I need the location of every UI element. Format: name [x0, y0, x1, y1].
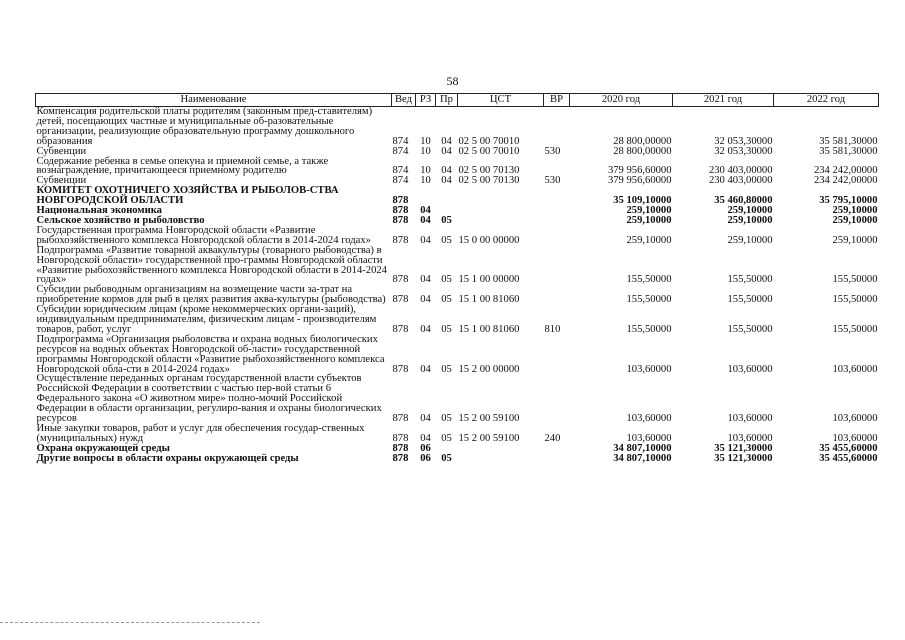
cell-2021: 35 121,30000	[714, 452, 773, 464]
cell-2020: 103,60000	[626, 363, 672, 375]
cell-pr: 05	[441, 323, 452, 335]
table-row	[36, 335, 879, 375]
cell-2021: 259,10000	[727, 234, 773, 246]
cell-cst: 02 5 00 70130	[458, 165, 520, 177]
cell-2022: 259,10000	[832, 205, 878, 217]
cell-pr: 05	[441, 274, 452, 286]
cell-2022: 155,50000	[832, 274, 878, 286]
cell-name: Компенсация родительской платы родителям (законным пред-ставителям) детей, посещающих частные и муниципальные об-разовательные организации, реализующие образовательную программу дошкольного образования	[36, 106, 373, 147]
budget-table	[35, 93, 879, 464]
cell-2022: 35 581,30000	[819, 145, 878, 157]
cell-name: Охрана окружающей среды	[36, 442, 170, 454]
cell-2022: 35 455,60000	[819, 452, 878, 464]
cell-pr: 04	[441, 175, 452, 187]
table-row	[36, 285, 879, 305]
cell-pr: 05	[441, 413, 452, 425]
table-row	[36, 107, 879, 147]
cell-2020: 155,50000	[626, 274, 672, 286]
cell-name: Содержание ребенка в семье опекуна и приемной семье, а также вознаграждение, причитающееся приемному родителю	[36, 155, 329, 177]
cell-vr: 810	[544, 323, 561, 335]
cell-pr: 05	[441, 214, 452, 226]
table-row	[36, 424, 879, 444]
table-row	[36, 246, 879, 286]
cell-rz: 04	[420, 432, 431, 444]
cell-2020: 35 109,10000	[613, 195, 672, 207]
cell-2021: 35 121,30000	[714, 442, 773, 454]
cell-name: Национальная экономика	[36, 205, 162, 217]
table-row	[36, 374, 879, 424]
cell-name: Субвенции	[36, 175, 87, 187]
cell-2020: 155,50000	[626, 323, 672, 335]
table-row	[36, 186, 879, 206]
cell-vr: 240	[544, 432, 561, 444]
cell-ved: 878	[392, 363, 409, 375]
cell-name: Субсидии рыбоводным организациям на возмещение части за-трат на приобретение кормов для рыб в целях развития аква-культуры (рыбоводства)	[36, 284, 386, 306]
cell-pr: 04	[441, 135, 452, 147]
cell-ved: 878	[392, 195, 409, 207]
cell-vr	[544, 444, 570, 454]
cell-2022: 155,50000	[832, 294, 878, 306]
cell-2021: 155,50000	[727, 274, 773, 286]
cell-ved: 874	[392, 165, 409, 177]
cell-pr: 05	[441, 363, 452, 375]
header-2020: 2020 год	[570, 94, 673, 107]
cell-ved: 878	[392, 413, 409, 425]
cell-2022: 234 242,00000	[813, 175, 878, 187]
header-2021: 2021 год	[673, 94, 774, 107]
cell-ved: 878	[392, 323, 409, 335]
cell-rz: 04	[420, 214, 431, 226]
cell-rz: 04	[420, 294, 431, 306]
header-2022: 2022 год	[774, 94, 879, 107]
cell-2021: 230 403,00000	[708, 175, 773, 187]
cell-name: Сельское хозяйство и рыболовство	[36, 214, 205, 226]
page-number: 58	[446, 74, 459, 88]
cell-2021: 155,50000	[727, 294, 773, 306]
header-pr: Пр	[436, 94, 458, 107]
cell-2021: 32 053,30000	[714, 145, 773, 157]
cell-cst	[458, 186, 544, 206]
header-cst: ЦСТ	[458, 94, 544, 107]
cell-2022: 155,50000	[832, 323, 878, 335]
footer-divider	[0, 622, 260, 623]
cell-name: Подпрограмма «Организация рыболовства и охрана водных биологических ресурсов на водных объектах Новгородской об-ласти» государственной программы Новгородской области «Развитие рыбохозяйственного комплекса Новгородской обла-сти в 2014-2024 годах»	[36, 333, 385, 375]
cell-2020: 379 956,60000	[607, 165, 672, 177]
cell-2020: 259,10000	[626, 205, 672, 217]
cell-cst	[458, 444, 544, 454]
cell-ved: 878	[392, 294, 409, 306]
table-row	[36, 305, 879, 335]
cell-vr	[544, 216, 570, 226]
cell-ved: 874	[392, 175, 409, 187]
cell-2021: 230 403,00000	[708, 165, 773, 177]
cell-2022: 35 581,30000	[819, 135, 878, 147]
cell-rz: 10	[420, 145, 431, 157]
cell-ved: 878	[392, 452, 409, 464]
cell-rz: 04	[420, 413, 431, 425]
cell-cst: 15 0 00 00000	[458, 234, 520, 246]
cell-vr	[544, 246, 570, 286]
header-vr: ВР	[544, 94, 570, 107]
cell-pr: 05	[441, 452, 452, 464]
cell-cst: 15 2 00 59100	[458, 413, 520, 425]
cell-cst: 02 5 00 70130	[458, 175, 520, 187]
cell-rz: 04	[420, 274, 431, 286]
cell-2021: 103,60000	[727, 363, 773, 375]
cell-2022: 259,10000	[832, 214, 878, 226]
cell-name: Осуществление переданных органам государственной власти субъектов Российской Федерации в соответствии с частью пер-вой статьи 6 Федерального закона «О животном мире» полно-мочий Российской Федерации в области организации, регулиро-вания и охраны биологических ресурсов	[36, 373, 382, 425]
cell-cst	[458, 216, 544, 226]
cell-name: Подпрограмма «Развитие товарной аквакультуры (товарного рыбоводства) в Новгородской области» государственной про-граммы Новгородской области «Развитие рыбохозяйственного комплекса Новгородской области в 2014-2024 годах»	[36, 244, 387, 286]
cell-cst	[458, 454, 544, 464]
header-ved: Вед	[392, 94, 416, 107]
cell-2020: 103,60000	[626, 413, 672, 425]
cell-rz: 06	[420, 442, 431, 454]
table-row	[36, 157, 879, 177]
cell-vr: 530	[544, 175, 561, 187]
table-row	[36, 454, 879, 464]
cell-rz: 10	[420, 165, 431, 177]
cell-vr	[544, 157, 570, 177]
cell-name: КОМИТЕТ ОХОТНИЧЕГО ХОЗЯЙСТВА И РЫБОЛОВ-СТВА НОВГОРОДСКОЙ ОБЛАСТИ	[36, 185, 339, 207]
cell-vr	[544, 226, 570, 246]
cell-2021: 259,10000	[727, 214, 773, 226]
cell-2020: 28 800,00000	[613, 135, 672, 147]
cell-2022: 35 795,10000	[819, 195, 878, 207]
cell-ved: 878	[392, 274, 409, 286]
cell-vr	[544, 335, 570, 375]
cell-2021: 32 053,30000	[714, 135, 773, 147]
cell-cst: 02 5 00 70010	[458, 145, 520, 157]
table-header-row	[36, 94, 879, 107]
cell-2022: 103,60000	[832, 413, 878, 425]
cell-name: Субсидии юридическим лицам (кроме некоммерческих органи-заций), индивидуальным предпринимателям, физическим лицам - производителям товаров, работ, услуг	[36, 304, 377, 335]
cell-vr	[544, 206, 570, 216]
cell-2020: 103,60000	[626, 432, 672, 444]
cell-2020: 379 956,60000	[607, 175, 672, 187]
cell-vr	[544, 285, 570, 305]
cell-rz: 04	[420, 323, 431, 335]
cell-name: Субвенции	[36, 145, 87, 157]
cell-cst	[458, 206, 544, 216]
cell-ved: 878	[392, 442, 409, 454]
cell-rz: 06	[420, 452, 431, 464]
cell-rz: 04	[420, 363, 431, 375]
table-body	[36, 107, 879, 464]
cell-rz	[416, 186, 436, 206]
cell-name: Другие вопросы в области охраны окружающей среды	[36, 452, 299, 464]
cell-pr: 05	[441, 294, 452, 306]
cell-cst: 15 1 00 81060	[458, 323, 520, 335]
cell-2020: 34 807,10000	[613, 442, 672, 454]
cell-cst: 15 2 00 59100	[458, 432, 520, 444]
cell-2020: 28 800,00000	[613, 145, 672, 157]
cell-2020: 155,50000	[626, 294, 672, 306]
table-row	[36, 226, 879, 246]
cell-2020: 259,10000	[626, 234, 672, 246]
header-name: Наименование	[36, 94, 392, 107]
cell-cst: 15 2 00 00000	[458, 363, 520, 375]
cell-2020: 259,10000	[626, 214, 672, 226]
cell-pr: 05	[441, 432, 452, 444]
cell-2022: 259,10000	[832, 234, 878, 246]
cell-vr: 530	[544, 145, 561, 157]
cell-rz: 10	[420, 175, 431, 187]
cell-2022: 103,60000	[832, 432, 878, 444]
cell-vr	[544, 107, 570, 147]
cell-ved: 878	[392, 234, 409, 246]
header-rz: РЗ	[416, 94, 436, 107]
cell-ved: 874	[392, 145, 409, 157]
cell-2021: 155,50000	[727, 323, 773, 335]
cell-2022: 103,60000	[832, 363, 878, 375]
cell-cst: 02 5 00 70010	[458, 135, 520, 147]
cell-rz: 10	[420, 135, 431, 147]
cell-cst: 15 1 00 81060	[458, 294, 520, 306]
cell-rz: 04	[420, 205, 431, 217]
cell-2022: 35 455,60000	[819, 442, 878, 454]
cell-name: Государственная программа Новгородской области «Развитие рыбохозяйственного комплекса Новгородской области в 2014-2024 годах»	[36, 224, 371, 246]
cell-cst: 15 1 00 00000	[458, 274, 520, 286]
cell-2021: 103,60000	[727, 413, 773, 425]
cell-pr: 04	[441, 145, 452, 157]
cell-2021: 103,60000	[727, 432, 773, 444]
cell-ved: 878	[392, 214, 409, 226]
cell-2022: 234 242,00000	[813, 165, 878, 177]
cell-ved: 878	[392, 432, 409, 444]
cell-pr: 05	[441, 234, 452, 246]
cell-vr	[544, 454, 570, 464]
cell-ved: 878	[392, 205, 409, 217]
cell-name: Иные закупки товаров, работ и услуг для обеспечения государ-ственных (муниципальных) нужд	[36, 423, 365, 444]
cell-2021: 35 460,80000	[714, 195, 773, 207]
cell-vr	[544, 186, 570, 206]
cell-rz: 04	[420, 234, 431, 246]
cell-ved: 874	[392, 135, 409, 147]
cell-2021: 259,10000	[727, 205, 773, 217]
cell-vr	[544, 374, 570, 424]
cell-pr	[436, 186, 458, 206]
cell-pr: 04	[441, 165, 452, 177]
cell-2020: 34 807,10000	[613, 452, 672, 464]
